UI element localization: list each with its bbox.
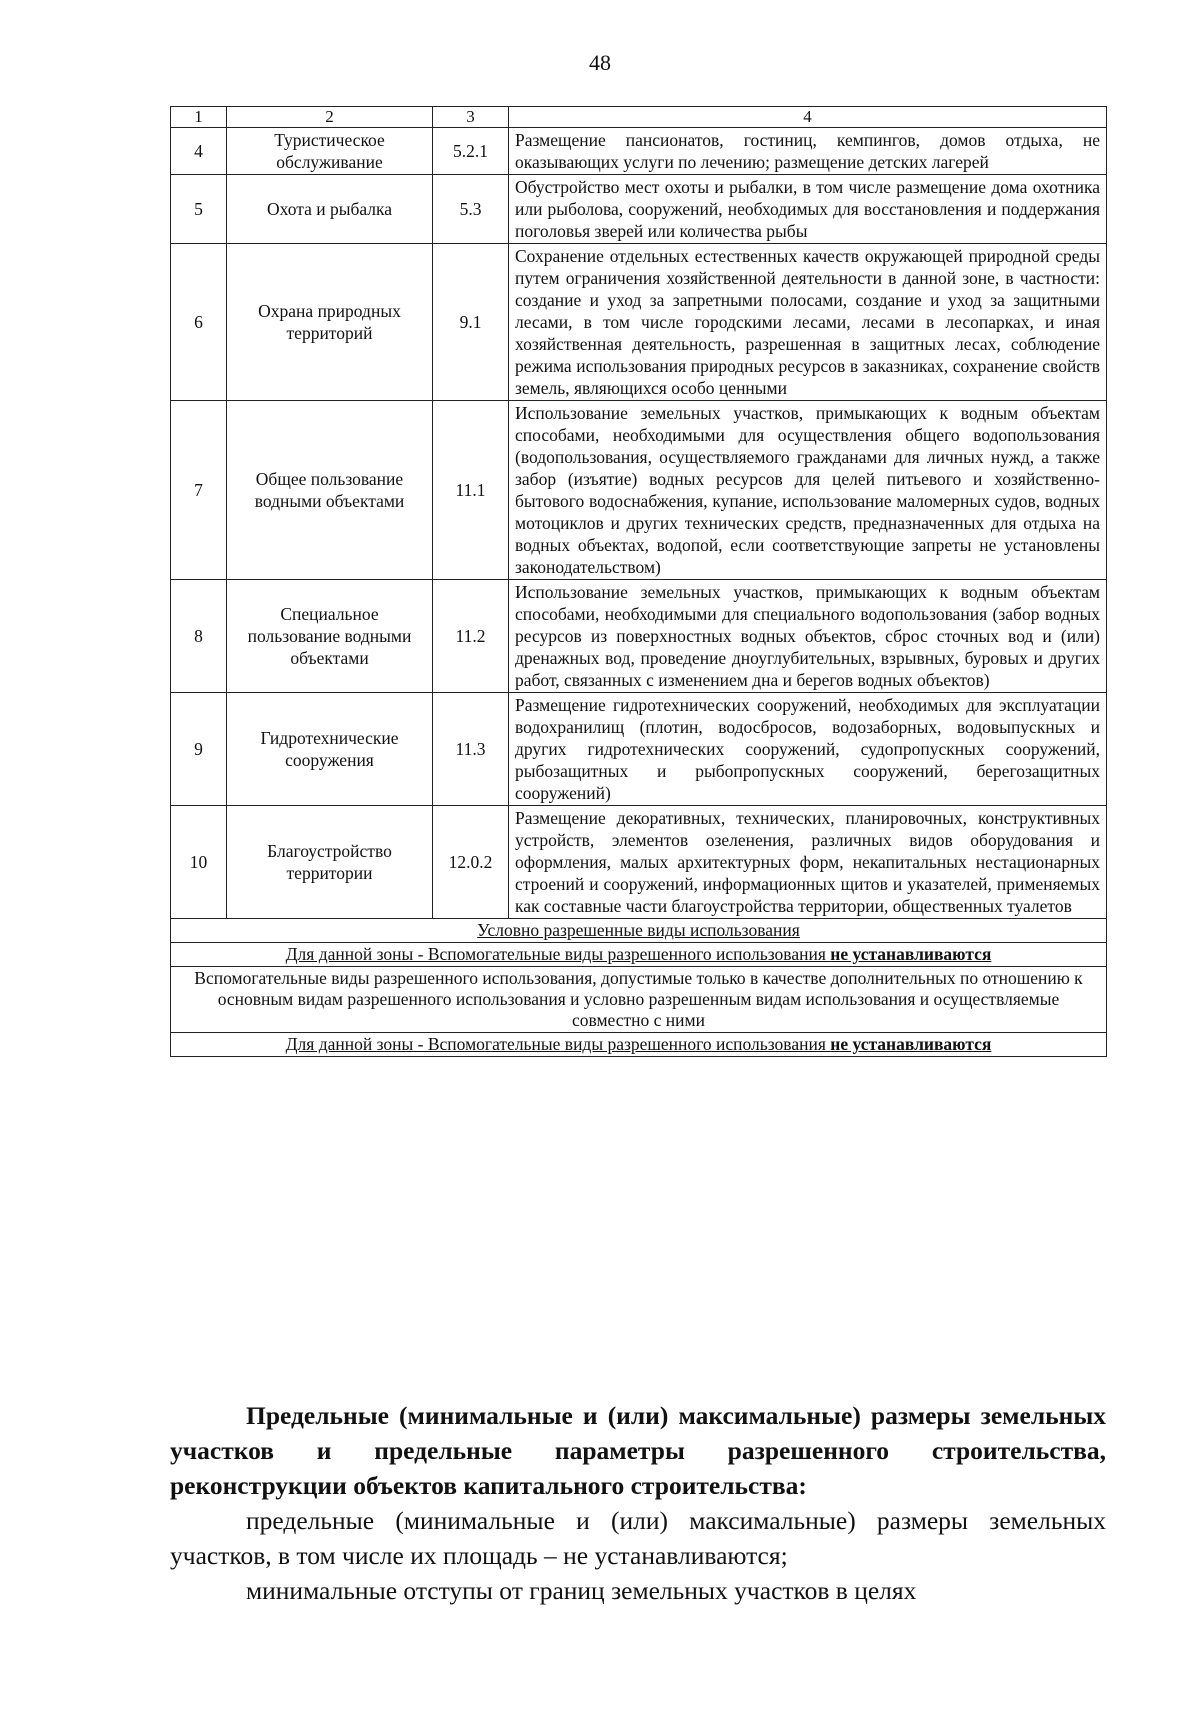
zone-note-text: Для данной зоны - Вспомогательные виды разрешенного использования <box>285 1034 831 1054</box>
use-type-code: 5.3 <box>433 175 509 244</box>
paragraph: минимальные отступы от границ земельных участков в целях <box>246 1576 917 1605</box>
use-type-name: Охота и рыбалка <box>227 175 433 244</box>
use-type-name: Общее пользование водными объектами <box>227 401 433 580</box>
use-type-code: 12.0.2 <box>433 806 509 919</box>
row-number: 6 <box>171 244 227 401</box>
use-type-name: Специальное пользование водными объектами <box>227 580 433 693</box>
section-heading: Предельные (минимальные и (или) максимальные) размеры земельных участков и предельные параметры разрешенного строительства, реконструкции объектов капитального строительства: <box>170 1401 1106 1500</box>
table-row <box>171 580 1107 693</box>
row-number: 9 <box>171 693 227 806</box>
column-header: 4 <box>509 107 1107 128</box>
page-number: 48 <box>589 50 611 75</box>
table-row <box>171 175 1107 244</box>
use-type-name: Охрана природных территорий <box>227 244 433 401</box>
zone-note-row <box>171 1033 1107 1057</box>
use-type-description: Размещение пансионатов, гостиниц, кемпингов, домов отдыха, не оказывающих услуги по лечению; размещение детских лагерей <box>509 128 1107 175</box>
zone-note-bold: не устанавливаются <box>830 944 992 964</box>
use-type-code: 5.2.1 <box>433 128 509 175</box>
zone-note-bold: не устанавливаются <box>830 1034 992 1054</box>
use-type-description: Размещение декоративных, технических, планировочных, конструктивных устройств, элементов озеленения, различных видов оборудования и оформления, малых архитектурных форм, некапитальных нестационарных строений и сооружений, информационных щитов и указателей, применяемых как составные части благоустройства территории, общественных туалетов <box>509 806 1107 919</box>
section-title-row <box>171 919 1107 943</box>
use-type-name: Благоустройство территории <box>227 806 433 919</box>
column-header: 1 <box>171 107 227 128</box>
auxiliary-uses-title: Вспомогательные виды разрешенного использования, допустимые только в качестве дополнительных по отношению к основным видам разрешенного использования и условно разрешенным видам использования и осуществляемые совместно с ними <box>171 967 1107 1033</box>
use-type-description: Сохранение отдельных естественных качеств окружающей природной среды путем ограничения хозяйственной деятельности в данной зоне, в частности: создание и уход за запретными полосами, создание и уход за защитными лесами, в том числе городскими лесами, лесами в лесопарках, и иная хозяйственная деятельность, разрешенная в защитных лесах, соблюдение режима использования природных ресурсов в заказниках, сохранение свойств земель, являющихся особо ценными <box>509 244 1107 401</box>
use-type-code: 11.3 <box>433 693 509 806</box>
section-title-row <box>171 967 1107 1033</box>
table-row <box>171 401 1107 580</box>
row-number: 8 <box>171 580 227 693</box>
use-type-code: 9.1 <box>433 244 509 401</box>
conditional-uses-title-text: Условно разрешенные виды использования <box>477 920 800 940</box>
use-type-description: Использование земельных участков, примыкающих к водным объектам способами, необходимыми для специального водопользования (забор водных ресурсов из поверхностных водных объектов, сброс сточных вод и (или) дренажных вод, проведение дноуглубительных, взрывных, буровых и других работ, связанных с изменением дна и берегов водных объектов) <box>509 580 1107 693</box>
land-use-table <box>170 106 1107 1057</box>
zone-note-text: Для данной зоны - Вспомогательные виды разрешенного использования <box>285 944 831 964</box>
column-header: 3 <box>433 107 509 128</box>
column-header: 2 <box>227 107 433 128</box>
zone-note-row <box>171 943 1107 967</box>
use-type-code: 11.2 <box>433 580 509 693</box>
zone-note <box>171 1033 1107 1057</box>
use-type-description: Обустройство мест охоты и рыбалки, в том числе размещение дома охотника или рыболова, сооружений, необходимых для восстановления и поддержания поголовья зверей или количества рыбы <box>509 175 1107 244</box>
use-type-description: Использование земельных участков, примыкающих к водным объектам способами, необходимыми для осуществления общего водопользования (водопользования, осуществляемого гражданами для личных нужд, а также забор (изъятие) водных ресурсов для целей питьевого и хозяйственно-бытового водоснабжения, купание, использование маломерных судов, водных мотоциклов и других технических средств, предназначенных для отдыха на водных объектах, водопой, если соответствующие запреты не установлены законодательством) <box>509 401 1107 580</box>
row-number: 7 <box>171 401 227 580</box>
paragraph: предельные (минимальные и (или) максимальные) размеры земельных участков, в том числе их площадь – не устанавливаются; <box>170 1506 1106 1570</box>
zone-note <box>171 943 1107 967</box>
row-number: 10 <box>171 806 227 919</box>
table-row <box>171 693 1107 806</box>
body-text <box>170 1398 1106 1608</box>
table-row <box>171 244 1107 401</box>
row-number: 4 <box>171 128 227 175</box>
conditional-uses-title <box>171 919 1107 943</box>
table-row <box>171 128 1107 175</box>
table-header-row <box>171 107 1107 128</box>
use-type-name: Туристическое обслуживание <box>227 128 433 175</box>
table-row <box>171 806 1107 919</box>
row-number: 5 <box>171 175 227 244</box>
use-type-code: 11.1 <box>433 401 509 580</box>
use-type-name: Гидротехнические сооружения <box>227 693 433 806</box>
use-type-description: Размещение гидротехнических сооружений, необходимых для эксплуатации водохранилищ (плотин, водосбросов, водозаборных, водовыпускных и других гидротехнических сооружений, судопропускных сооружений, рыбозащитных и рыбопропускных сооружений, берегозащитных сооружений) <box>509 693 1107 806</box>
